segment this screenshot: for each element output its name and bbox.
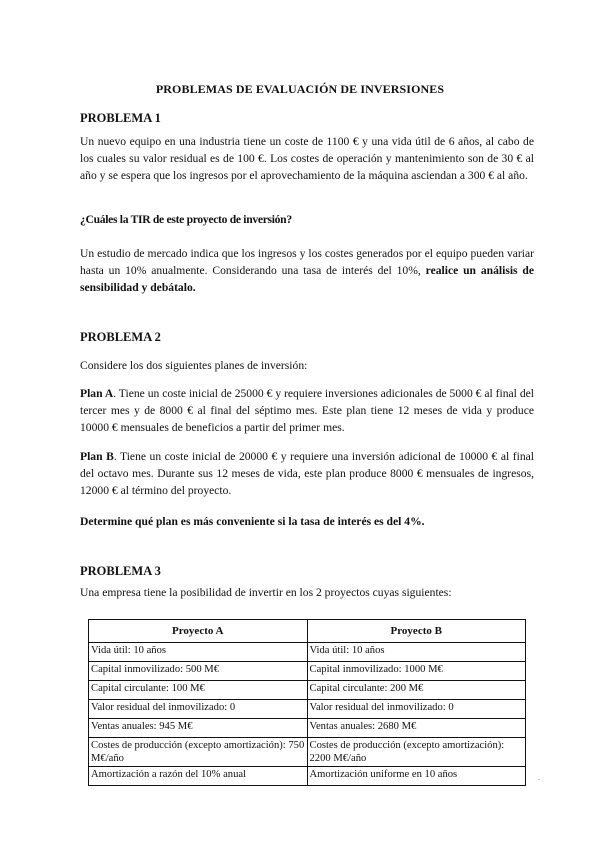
problem-1-statement: Un nuevo equipo en una industria tiene un coste de 1100 € y una vida útil de 6 años, al cabo de los cuales su valor residual es de 100 €. Los costes de operación y mantenimiento son de 30 € al año y se espera que los ingresos por el aprovechamiento de la máquina asciendan a 300 € al año. (80, 135, 534, 182)
table-cell: Costes de producción (excepto amortización): 750 M€/año (89, 738, 308, 767)
problem-2-plan-b (80, 448, 534, 499)
problem-2-intro: Considere los dos siguientes planes de inversión: (80, 359, 308, 372)
table-cell: Capital inmovilizado: 500 M€ (89, 662, 308, 681)
plan-a-text: . Tiene un coste inicial de 25000 € y requiere inversiones adicionales de 5000 € al final del tercer mes y de 8000 € al final del séptimo mes. Este plan tiene 12 meses de vida y produce 10000 € mensuales de beneficios a partir del primer mes. (80, 387, 534, 434)
table-cell: Capital circulante: 200 M€ (307, 681, 526, 700)
problem-1-sensitivity-bold: realice un análisis de sensibilidad y debátalo. (80, 264, 535, 294)
table-cell: Vida útil: 10 años (89, 643, 308, 662)
problem-1-sensitivity (80, 245, 534, 296)
problem-2-heading: PROBLEMA 2 (80, 330, 161, 344)
table-row (89, 738, 526, 767)
table-cell: Capital circulante: 100 M€ (89, 681, 308, 700)
plan-b-label: Plan B (80, 450, 114, 463)
problem-3-heading: PROBLEMA 3 (80, 564, 161, 578)
table-row (89, 719, 526, 738)
table-row (89, 681, 526, 700)
stray-mark: . (538, 773, 540, 782)
problem-1-question: ¿Cuáles la TIR de este proyecto de inversión? (80, 213, 292, 226)
plan-a-label: Plan A (80, 387, 114, 400)
table-header-project-a: Proyecto A (89, 620, 308, 643)
table-cell: Amortización a razón del 10% anual (89, 767, 308, 786)
table-row (89, 662, 526, 681)
problem-1-sensitivity-text: Un estudio de mercado indica que los ingresos y los costes generados por el equipo pueden variar hasta un 10% anualmente. Considerando una tasa de interés del 10%, (80, 247, 534, 277)
page-title: PROBLEMAS DE EVALUACIÓN DE INVERSIONES (155, 82, 445, 96)
projects-comparison-table (88, 619, 526, 786)
table-row (89, 700, 526, 719)
table-cell: Ventas anuales: 2680 M€ (307, 719, 526, 738)
table-cell: Costes de producción (excepto amortización): 2200 M€/año (307, 738, 526, 767)
table-header-project-b: Proyecto B (307, 620, 526, 643)
problem-2-question: Determine qué plan es más conveniente si la tasa de interés es del 4%. (80, 515, 425, 528)
table-header-row (89, 620, 526, 643)
plan-b-text: . Tiene un coste inicial de 20000 € y requiere una inversión adicional de 10000 € al final del octavo mes. Durante sus 12 meses de vida, este plan produce 8000 € mensuales de ingresos, 12000 € al término del proyecto. (80, 450, 534, 497)
table-cell: Amortización uniforme en 10 años (307, 767, 526, 786)
table-cell: Vida útil: 10 años (307, 643, 526, 662)
table-cell: Valor residual del inmovilizado: 0 (307, 700, 526, 719)
table-cell: Valor residual del inmovilizado: 0 (89, 700, 308, 719)
table-cell: Ventas anuales: 945 M€ (89, 719, 308, 738)
problem-1-heading: PROBLEMA 1 (80, 111, 161, 125)
table-cell: Capital inmovilizado: 1000 M€ (307, 662, 526, 681)
table-row (89, 767, 526, 786)
problem-3-intro: Una empresa tiene la posibilidad de invertir en los 2 proyectos cuyas siguientes: (80, 586, 452, 599)
table-row (89, 643, 526, 662)
problem-2-plan-a (80, 385, 534, 436)
